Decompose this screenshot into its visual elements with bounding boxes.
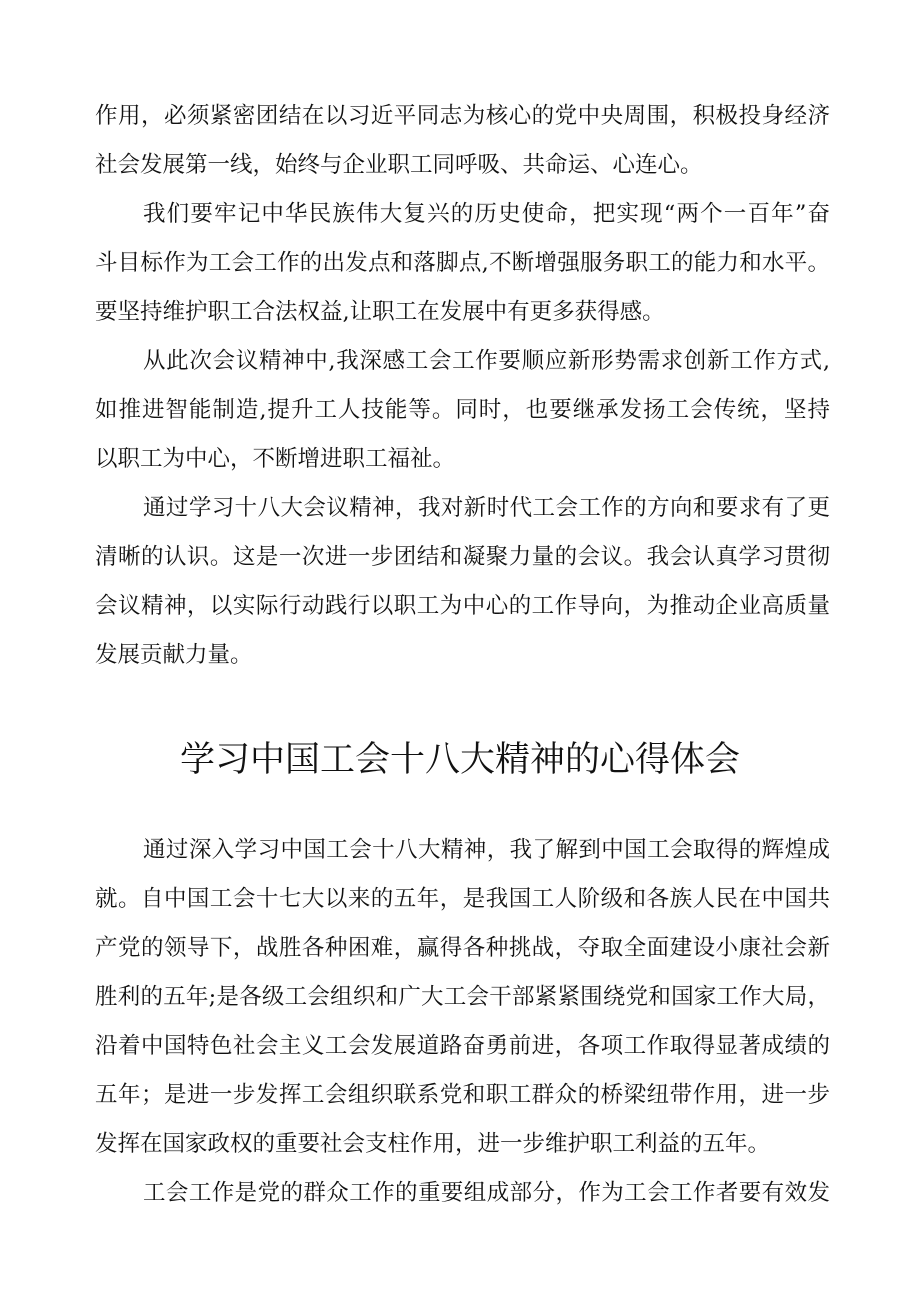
text-line: 我们要牢记中华民族伟大复兴的历史使命，把实现“两个一百年”奋 — [143, 201, 830, 227]
body-text-bottom — [0, 826, 920, 1218]
text-line: 产党的领导下，战胜各种困难，赢得各种挑战，夺取全面建设小康社会新 — [95, 935, 830, 961]
text-line: 发展贡献力量。 — [95, 642, 253, 668]
text-line: 社会发展第一线，始终与企业职工同呼吸、共命运、心连心。 — [95, 152, 703, 178]
body-text-top — [0, 92, 920, 680]
text-line: 通过深入学习中国工会十八大精神，我了解到中国工会取得的辉煌成 — [143, 837, 830, 863]
paragraph — [0, 1169, 920, 1218]
paragraph — [0, 190, 920, 337]
text-line: 以职工为中心，不断增进职工福祉。 — [95, 446, 456, 472]
text-line: 通过学习十八大会议精神，我对新时代工会工作的方向和要求有了更 — [143, 495, 830, 521]
text-line: 要坚持维护职工合法权益,让职工在发展中有更多获得感。 — [95, 299, 665, 325]
text-line: 胜利的五年;是各级工会组织和广大工会干部紧紧围绕党和国家工作大局， — [95, 984, 830, 1010]
article-title: 学习中国工会十八大精神的心得体会 — [179, 740, 740, 780]
text-line: 清晰的认识。这是一次进一步团结和凝聚力量的会议。我会认真学习贯彻 — [95, 544, 830, 570]
text-line: 发挥在国家政权的重要社会支柱作用，进一步维护职工利益的五年。 — [95, 1131, 771, 1157]
text-line: 作用，必须紧密团结在以习近平同志为核心的党中央周围，积极投身经济 — [95, 103, 830, 129]
text-line: 从此次会议精神中,我深感工会工作要顺应新形势需求创新工作方式, — [143, 348, 830, 374]
paragraph — [0, 92, 920, 190]
paragraph — [0, 337, 920, 484]
text-line: 斗目标作为工会工作的出发点和落脚点,不断增强服务职工的能力和水平。 — [95, 250, 830, 276]
text-line: 会议精神，以实际行动践行以职工为中心的工作导向，为推动企业高质量 — [95, 593, 830, 619]
text-line: 如推进智能制造,提升工人技能等。同时，也要继承发扬工会传统，坚持 — [95, 397, 830, 423]
text-line: 沿着中国特色社会主义工会发展道路奋勇前进，各项工作取得显著成绩的 — [95, 1033, 830, 1059]
paragraph — [0, 826, 920, 1169]
text-line: 就。自中国工会十七大以来的五年，是我国工人阶级和各族人民在中国共 — [95, 886, 830, 912]
paragraph — [0, 484, 920, 680]
text-line: 五年；是进一步发挥工会组织联系党和职工群众的桥梁纽带作用，进一步 — [95, 1082, 830, 1108]
text-line: 工会工作是党的群众工作的重要组成部分，作为工会工作者要有效发 — [143, 1180, 830, 1206]
